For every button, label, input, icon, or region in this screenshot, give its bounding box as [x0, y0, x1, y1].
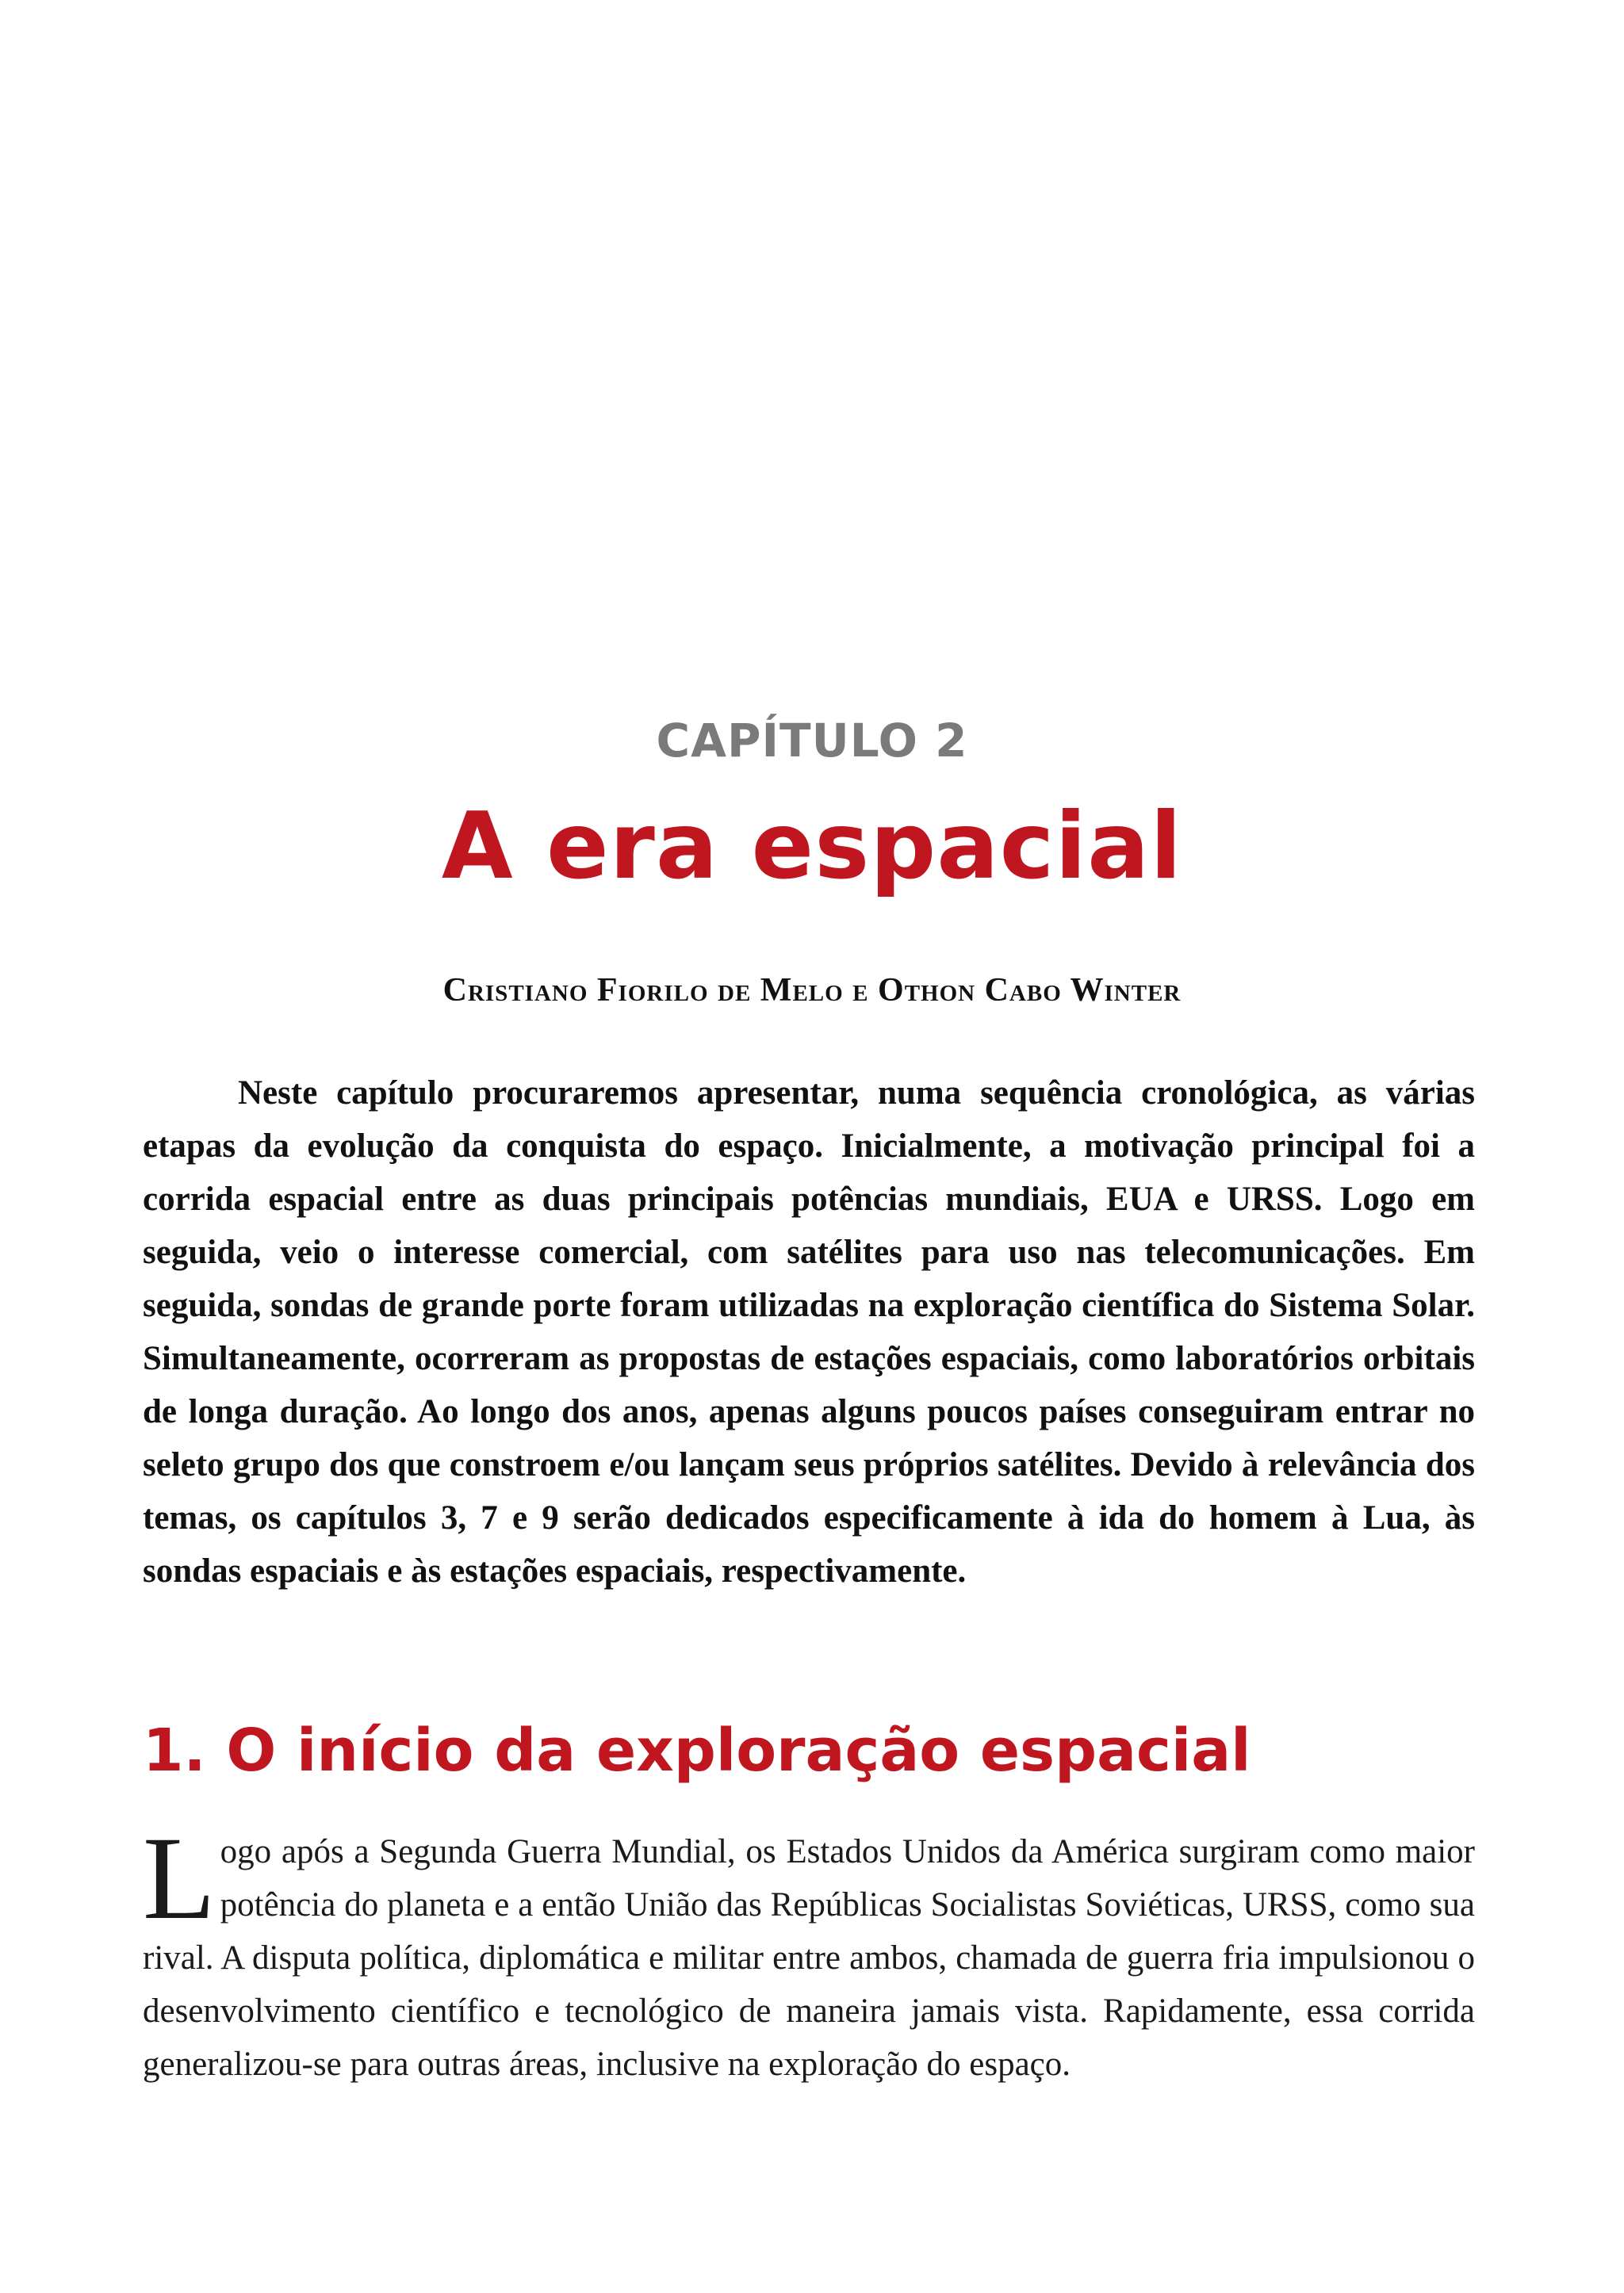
section-body-text: ogo após a Segunda Guerra Mundial, os Estados Unidos da América surgiram como maior potência do planeta e a então União das Repúblicas Socialistas Soviéticas, URSS, como sua rival. A disputa política, diplomática e militar entre ambos, chamada de guerra fria impulsionou o desenvolvimento científico e tecnológico de maneira jamais vista. Rapidamente, essa corrida generalizou-se para outras áreas, inclusive na exploração do espaço. [143, 1833, 1475, 2083]
chapter-title: A era espacial [441, 793, 1183, 900]
chapter-abstract: Neste capítulo procuraremos apresentar, numa sequência cronológica, as várias etapas da evolução da conquista do espaço. Inicialmente, a motivação principal foi a corrida espacial entre as duas principais potências mundiais, EUA e URSS. Logo em seguida, veio o interesse comercial, com satélites para uso nas telecomunicações. Em seguida, sondas de grande porte foram utilizadas na exploração científica do Sistema Solar. Simultaneamente, ocorreram as propostas de estações espaciais, como laboratórios orbitais de longa duração. Ao longo dos anos, apenas alguns poucos países conseguiram entrar no seleto grupo dos que constroem e/ou lançam seus próprios satélites. Devido à relevância dos temas, os capítulos 3, 7 e 9 serão dedicados especificamente à ida do homem à Lua, às sondas espaciais e às estações espaciais, respectivamente. [143, 1074, 1475, 1590]
chapter-label: CAPÍTULO 2 [656, 714, 968, 768]
drop-cap: L [143, 1813, 216, 1944]
section-title: 1. O início da exploração espacial [143, 1717, 1251, 1785]
section-body [143, 1813, 1475, 2091]
chapter-authors: Cristiano Fiorilo de Melo e Othon Cabo Winter [442, 972, 1182, 1009]
